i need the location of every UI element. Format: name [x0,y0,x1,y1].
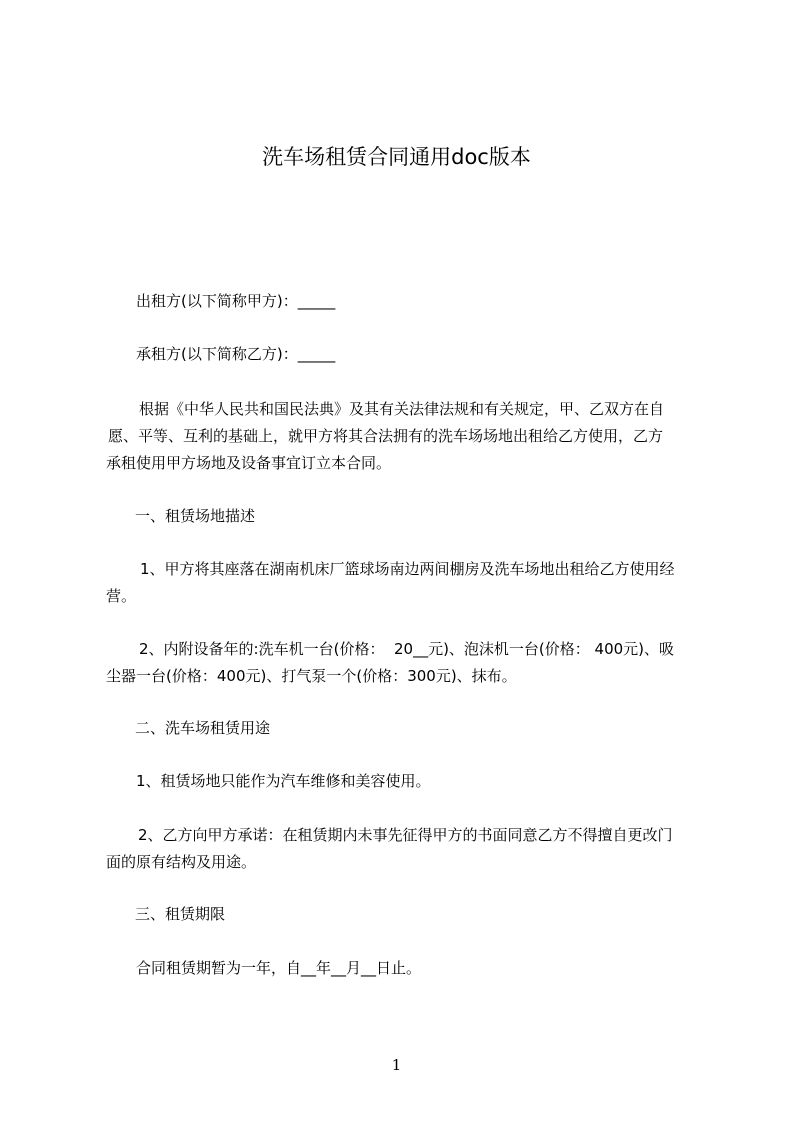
clause-line: 尘器一台(价格：400元)、打气泵一个(价格：300元)、抹布。 [106,667,517,685]
clause-line: 营。 [106,587,137,605]
section-heading: 三、租赁期限 [135,905,226,923]
preamble-line: 承租使用甲方场地及设备事宜订立本合同。 [106,454,392,472]
document-title: 洗车场租赁合同通用doc版本 [262,145,531,169]
clause-line: 2、乙方向甲方承诺：在租赁期内未事先征得甲方的书面同意乙方不得擅自更改门 [138,826,673,844]
clause-line: 合同租赁期暂为一年，自__年__月__日止。 [136,959,422,977]
clause-line: 1、甲方将其座落在湖南机床厂篮球场南边两间棚房及洗车场地出租给乙方使用经 [140,560,675,578]
preamble-line: 愿、平等、互利的基础上，就甲方将其合法拥有的洗车场场地出租给乙方使用，乙方 [108,427,664,445]
preamble-line: 根据《中华人民共和国民法典》及其有关法律法规和有关规定，甲、乙双方在自 [139,400,665,418]
clause-line: 2、内附设备年的:洗车机一台(价格： 20__元)、泡沫机一台(价格： 400元)、吸 [139,640,675,658]
lessor-line: 出租方(以下简称甲方)：_____ [136,292,336,310]
section-heading: 二、洗车场租赁用途 [135,719,271,737]
clause-line: 面的原有结构及用途。 [106,853,257,871]
lessee-line: 承租方(以下简称乙方)：_____ [136,345,336,363]
clause-line: 1、租赁场地只能作为汽车维修和美容使用。 [136,772,431,790]
section-heading: 一、租赁场地描述 [135,507,256,525]
page-number: 1 [391,1056,402,1074]
